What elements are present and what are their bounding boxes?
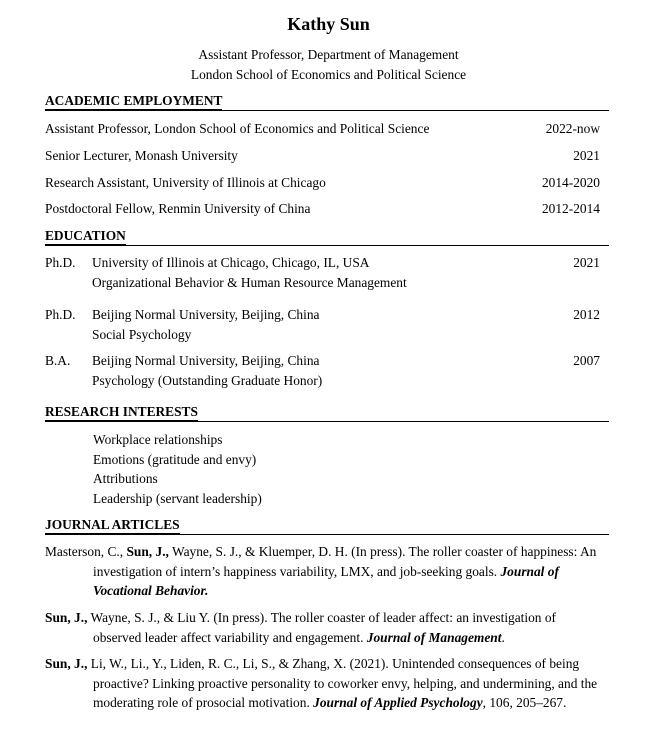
section-academic-employment (45, 92, 609, 111)
section-title: JOURNAL ARTICLES (45, 517, 180, 532)
citation-self-author: Sun, J., (45, 656, 88, 671)
employment-position: Assistant Professor, London School of Economics and Political Science (45, 121, 430, 136)
citation-tail: . (501, 629, 505, 645)
education-degree: Ph.D. (45, 255, 76, 270)
education-year: 2007 (573, 353, 600, 368)
article-citation (45, 608, 605, 647)
education-school: Beijing Normal University, Beijing, China (92, 307, 320, 322)
education-year: 2021 (573, 255, 600, 270)
citation-self-author: Sun, J., (45, 610, 88, 625)
citation-text: Wayne, S. J., & Kluemper, D. H. (In press). The roller coaster of happiness: An investigation of intern’s happiness variability, LMX, and job-seeking goals. (93, 544, 597, 579)
citation-text: Li, W., Li., Y., Liden, R. C., Li, S., & Zhang, X. (2021). Unintended consequences of being proactive? Linking proactive personality to coworker envy, helping, and undermining, and the moderating role of prosocial motivation. (87, 656, 598, 710)
section-title: EDUCATION (45, 228, 126, 243)
article-citation (45, 542, 605, 601)
header-institution-line: London School of Economics and Political Science (190, 67, 467, 82)
education-degree: B.A. (45, 353, 71, 368)
section-journal-articles (45, 516, 609, 535)
employment-years: 2022-now (545, 121, 600, 136)
interest-item: Workplace relationships (93, 432, 223, 447)
section-research-interests (45, 403, 609, 422)
employment-years: 2014-2020 (541, 175, 600, 190)
education-field: Psychology (Outstanding Graduate Honor) (92, 373, 323, 388)
employment-position: Postdoctoral Fellow, Renmin University of China (45, 201, 311, 216)
education-field: Organizational Behavior & Human Resource Management (92, 275, 407, 290)
citation-tail: , 106, 205–267. (482, 695, 567, 710)
employment-position: Senior Lecturer, Monash University (45, 148, 238, 163)
citation-coauthor: Masterson, C., (45, 544, 127, 559)
employment-years: 2021 (573, 148, 600, 163)
citation-journal: Journal of Vocational Behavior. (93, 563, 559, 598)
header-title-line: Assistant Professor, Department of Management (198, 47, 459, 62)
education-degree: Ph.D. (45, 307, 76, 322)
education-year: 2012 (573, 307, 600, 322)
citation-self-author: Sun, J., (126, 544, 169, 559)
article-citation (45, 654, 605, 713)
employment-position: Research Assistant, University of Illinois at Chicago (45, 175, 326, 190)
interest-item: Leadership (servant leadership) (93, 491, 262, 506)
section-title: RESEARCH INTERESTS (45, 404, 198, 419)
citation-journal: Journal of Applied Psychology (313, 695, 483, 710)
citation-text: Wayne, S. J., & Liu Y. (In press). The roller coaster of leader affect: an investigation of observed leader affect variability and engagement. (87, 610, 557, 645)
section-title: ACADEMIC EMPLOYMENT (45, 93, 223, 108)
employment-years: 2012-2014 (541, 201, 600, 216)
cv-name: Kathy Sun (287, 14, 370, 34)
education-field: Social Psychology (92, 327, 192, 342)
education-school: University of Illinois at Chicago, Chicago, IL, USA (92, 255, 370, 270)
citation-journal: Journal of Management (366, 629, 502, 645)
interest-item: Emotions (gratitude and envy) (93, 452, 257, 467)
section-education (45, 227, 609, 246)
interest-item: Attributions (93, 471, 158, 486)
education-school: Beijing Normal University, Beijing, China (92, 353, 320, 368)
